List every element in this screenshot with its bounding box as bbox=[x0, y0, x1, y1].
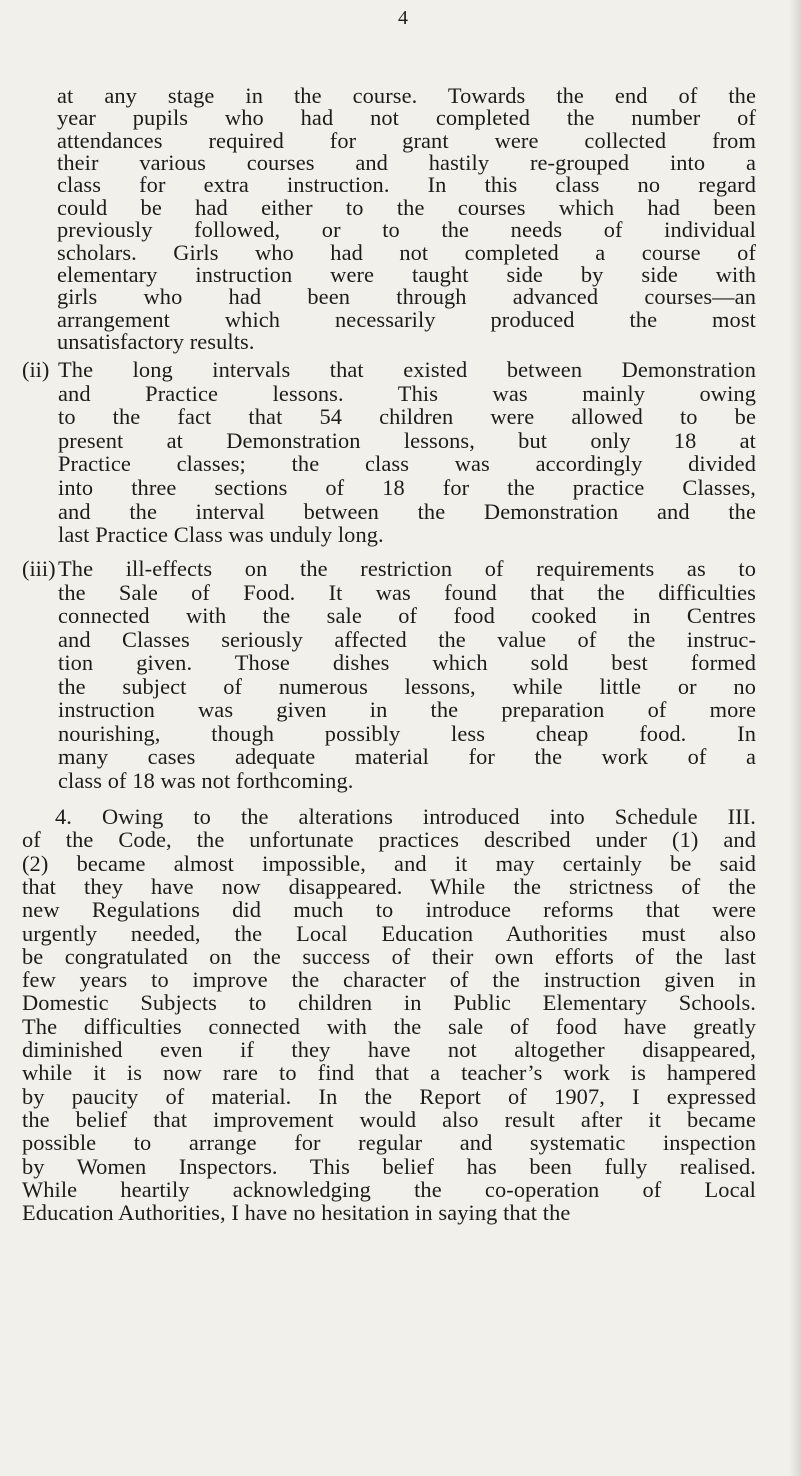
text-line: last Practice Class was unduly long. bbox=[58, 522, 384, 548]
text-line: Domestic Subjects to children in Public Elementary Schools. bbox=[22, 990, 756, 1016]
text-line: year pupils who had not completed the number of bbox=[57, 105, 756, 131]
text-line: Education Authorities, I have no hesitation in saying that the bbox=[22, 1200, 571, 1226]
text-line: class for extra instruction. In this class no regard bbox=[57, 172, 756, 198]
text-line: while it is now rare to find that a teacher’s work is hampered bbox=[22, 1060, 756, 1086]
text-line: and Practice lessons. This was mainly owing bbox=[58, 380, 756, 406]
text-line: nourishing, though possibly less cheap food. In bbox=[58, 720, 756, 746]
list-marker: (iii) bbox=[22, 556, 56, 581]
text-line: The difficulties connected with the sale of food have greatly bbox=[22, 1013, 756, 1039]
text-line: The ill-effects on the restriction of requirements as to bbox=[58, 556, 756, 581]
text-line: tion given. Those dishes which sold best formed bbox=[58, 650, 756, 675]
text-line: of the Code, the unfortunate practices described under (1) and bbox=[22, 827, 756, 853]
list-marker: (ii) bbox=[22, 357, 50, 382]
text-line: previously followed, or to the needs of individual bbox=[57, 217, 756, 243]
text-line: that they have now disappeared. While the strictness of the bbox=[22, 873, 756, 899]
text-line: The long intervals that existed between Demonstration bbox=[58, 357, 756, 382]
page-number: 4 bbox=[398, 7, 408, 29]
text-line: instruction was given in the preparation of more bbox=[58, 697, 756, 722]
text-line: connected with the sale of food cooked in Centres bbox=[58, 603, 756, 628]
text-line: be congratulated on the success of their own efforts of the last bbox=[22, 943, 756, 969]
text-line: diminished even if they have not altogether disappeared, bbox=[22, 1037, 756, 1062]
text-line: (2) became almost impossible, and it may certainly be said bbox=[22, 850, 756, 876]
text-line: by Women Inspectors. This belief has been fully realised. bbox=[22, 1153, 756, 1179]
text-line: scholars. Girls who had not completed a course of bbox=[57, 239, 756, 265]
text-line: many cases adequate material for the work of a bbox=[58, 744, 756, 769]
text-line: elementary instruction were taught side by side with bbox=[57, 261, 756, 287]
text-line: into three sections of 18 for the practice Classes, bbox=[58, 475, 756, 500]
text-line: present at Demonstration lessons, but only 18 at bbox=[58, 427, 756, 453]
text-line: urgently needed, the Local Education Authorities must also bbox=[22, 920, 756, 946]
text-line: their various courses and hastily re-grouped into a bbox=[57, 150, 756, 176]
text-line: at any stage in the course. Towards the end of the bbox=[57, 83, 756, 108]
text-line: new Regulations did much to introduce reforms that were bbox=[22, 897, 756, 923]
text-line: possible to arrange for regular and systematic inspection bbox=[22, 1130, 756, 1156]
text-line: and Classes seriously affected the value of the instruc- bbox=[58, 626, 756, 652]
text-line: While heartily acknowledging the co-operation of Local bbox=[22, 1176, 756, 1202]
text-line: arrangement which necessarily produced the most bbox=[57, 306, 756, 332]
text-line: attendances required for grant were collected from bbox=[57, 127, 756, 153]
text-line: the belief that improvement would also result after it became bbox=[22, 1106, 756, 1132]
text-line: 4. Owing to the alterations introduced into Schedule III. bbox=[55, 804, 756, 829]
page-edge-shadow bbox=[789, 0, 801, 1476]
text-line: class of 18 was not forthcoming. bbox=[58, 767, 354, 793]
text-line: by paucity of material. In the Report of 1907, I expressed bbox=[22, 1083, 756, 1109]
text-line: and the interval between the Demonstration and the bbox=[58, 498, 756, 524]
text-line: girls who had been through advanced courses—an bbox=[57, 284, 756, 310]
text-line: few years to improve the character of the instruction given in bbox=[22, 967, 756, 993]
text-line: could be had either to the courses which had been bbox=[57, 194, 756, 220]
text-line: Practice classes; the class was accordingly divided bbox=[58, 451, 756, 477]
text-line: to the fact that 54 children were allowed to be bbox=[58, 404, 756, 430]
text-line: the subject of numerous lessons, while little or no bbox=[58, 673, 756, 699]
text-line: unsatisfactory results. bbox=[57, 328, 255, 354]
text-line: the Sale of Food. It was found that the difficulties bbox=[58, 579, 756, 605]
